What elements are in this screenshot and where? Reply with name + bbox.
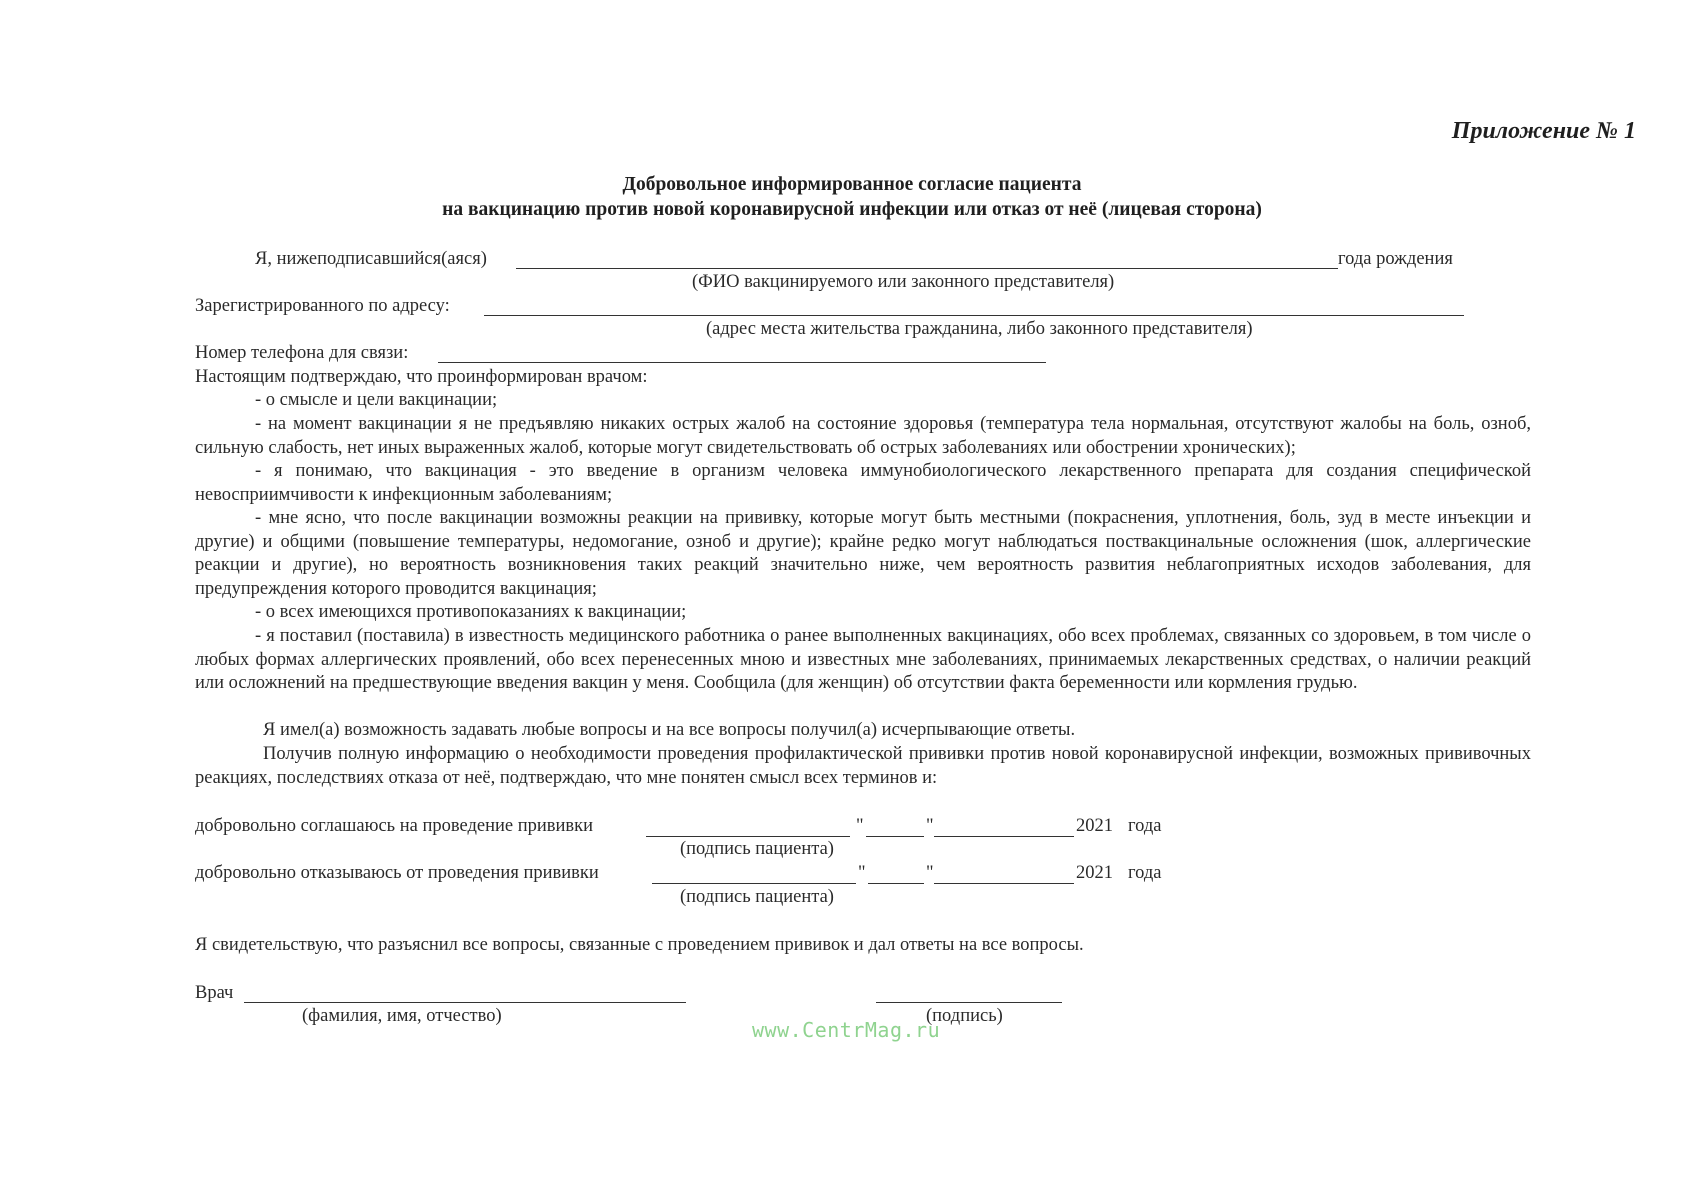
info-item-reactions: - мне ясно, что после вакцинации возможны реакции на прививку, которые могут быть местными (покраснения, уплотнения, боль, зуд в месте инъекции и другие) и общими (повышение температуры, недомогание, озноб и другие); крайне редко могут наблюдаться поствакцинальные осложнения (шок, аллергические реакции и другие), но вероятность возникновения таких реакций значительно ниже, чем вероятность развития неблагоприятных исходов заболевания, для предупреждения которого проводится вакцинация;: [195, 508, 1531, 599]
info-item-vaccination-definition: - я понимаю, что вакцинация - это введение в организм человека иммунобиологического лекарственного препарата для создания специфической невосприимчивости к инфекционным заболеваниям;: [195, 461, 1531, 505]
refuse-month-line[interactable]: [934, 883, 1074, 884]
refuse-date-quote-close: ": [926, 863, 934, 883]
info-item-no-complaints: - на момент вакцинации я не предъявляю никаких острых жалоб на состояние здоровья (температура тела нормальная, отсутствуют жалобы на боль, озноб, сильную слабость, нет иных выраженных жалоб, которые могут свидетельствовать об острых заболеваниях или обострении хронических);: [195, 414, 1531, 458]
doctor-name-hint: (фамилия, имя, отчество): [302, 1006, 502, 1026]
watermark: www.CentrMag.ru: [752, 1018, 941, 1042]
full-info-statement: Получив полную информацию о необходимости проведения профилактической прививки против новой коронавирусной инфекции, возможных прививочных реакциях, последствиях отказа от неё, подтверждаю, что мне понятен смысл всех терминов и:: [195, 744, 1531, 788]
address-field-line[interactable]: [484, 315, 1464, 316]
agree-year-suffix: года: [1128, 816, 1162, 836]
questions-statement: Я имел(а) возможность задавать любые вопросы и на все вопросы получил(а) исчерпывающие ответы.: [263, 720, 1076, 740]
confirm-intro: Настоящим подтверждаю, что проинформирован врачом:: [195, 367, 648, 387]
doctor-statement: Я свидетельствую, что разъяснил все вопросы, связанные с проведением прививок и дал ответы на все вопросы.: [195, 935, 1084, 955]
info-item-purpose: - о смысле и цели вакцинации;: [255, 390, 498, 410]
agree-year: 2021: [1076, 816, 1113, 836]
refuse-day-line[interactable]: [868, 883, 924, 884]
refuse-label: добровольно отказываюсь от проведения прививки: [195, 863, 599, 883]
info-item-disclosure: - я поставил (поставила) в известность медицинского работника о ранее выполненных вакцинациях, обо всех проблемах, связанных со здоровьем, в том числе о любых формах аллергических проявлений, обо всех перенесенных мною и известных мне заболеваниях, принимаемых лекарственных средствах, о наличии реакций или осложнений на предшествующие введения вакцин у меня. Сообщила (для женщин) об отсутствии факта беременности или кормления грудью.: [195, 626, 1531, 694]
form-title-line-2: на вакцинацию против новой коронавирусной инфекции или отказ от неё (лицевая сторона): [442, 199, 1262, 220]
phone-field-line[interactable]: [438, 362, 1046, 363]
refuse-year: 2021: [1076, 863, 1113, 883]
agree-date-quote-open: ": [856, 816, 864, 836]
refuse-date-quote-open: ": [858, 863, 866, 883]
doctor-name-line[interactable]: [244, 1002, 686, 1003]
agree-month-line[interactable]: [934, 836, 1074, 837]
fio-hint: (ФИО вакцинируемого или законного представителя): [692, 272, 1115, 292]
agree-signature-line[interactable]: [646, 836, 850, 837]
refuse-year-suffix: года: [1128, 863, 1162, 883]
undersigned-label: Я, нижеподписавшийся(аяся): [255, 249, 487, 269]
fio-field-line[interactable]: [516, 268, 1338, 269]
form-title-line-1: Добровольное информированное согласие пациента: [622, 174, 1082, 195]
refuse-signature-hint: (подпись пациента): [680, 887, 834, 907]
doctor-signature-hint: (подпись): [926, 1006, 1003, 1026]
refuse-signature-line[interactable]: [652, 883, 856, 884]
address-label: Зарегистрированного по адресу:: [195, 296, 450, 316]
agree-day-line[interactable]: [866, 836, 924, 837]
agree-date-quote-close: ": [926, 816, 934, 836]
address-hint: (адрес места жительства гражданина, либо законного представителя): [706, 319, 1253, 339]
info-item-contraindications: - о всех имеющихся противопоказаниях к вакцинации;: [255, 602, 687, 622]
agree-label: добровольно соглашаюсь на проведение прививки: [195, 816, 594, 836]
doctor-label: Врач: [195, 983, 234, 1003]
doctor-signature-line[interactable]: [876, 1002, 1062, 1003]
phone-label: Номер телефона для связи:: [195, 343, 409, 363]
birth-year-label: года рождения: [1338, 249, 1453, 269]
appendix-number: Приложение № 1: [1451, 118, 1636, 144]
agree-signature-hint: (подпись пациента): [680, 839, 834, 859]
